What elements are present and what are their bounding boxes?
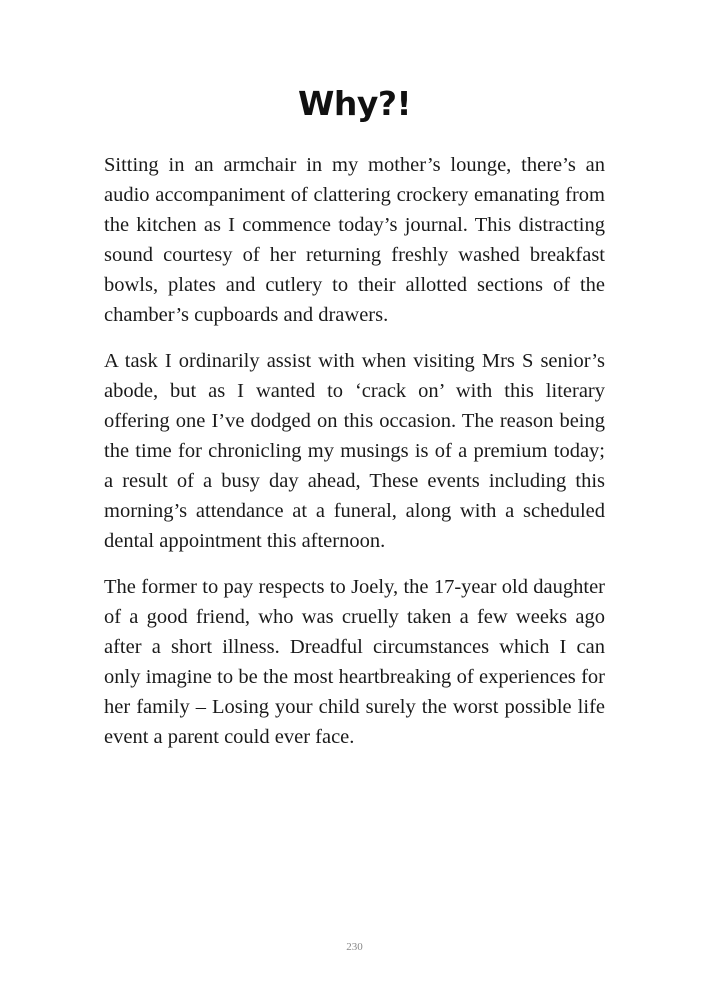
paragraph-1: Sitting in an armchair in my mother’s lounge, there’s an audio accompaniment of clattering crockery emanating from the kitchen as I commence today’s journal. This distracting sound courtesy of her returning freshly washed breakfast bowls, plates and cutlery to their allotted sections of the chamber’s cupboards and drawers. (104, 154, 605, 326)
paragraph-2: A task I ordinarily assist with when visiting Mrs S senior’s abode, but as I wanted to ‘crack on’ with this literary offering one I’ve dodged on this occasion. The reason being the time for chronicling my musings is of a premium today; a result of a busy day ahead, These events including this morning’s attendance at a funeral, along with a scheduled dental appointment this afternoon. (104, 350, 605, 552)
paragraph-3: The former to pay respects to Joely, the 17-year old daughter of a good friend, who was cruelly taken a few weeks ago after a short illness. Dreadful circumstances which I can only imagine to be the most heartbreaking of experiences for her family – Losing your child surely the worst possible life event a parent could ever face. (104, 576, 605, 748)
chapter-title: Why?! (297, 84, 412, 123)
page-number: 230 (346, 941, 363, 953)
body-text (104, 150, 605, 768)
